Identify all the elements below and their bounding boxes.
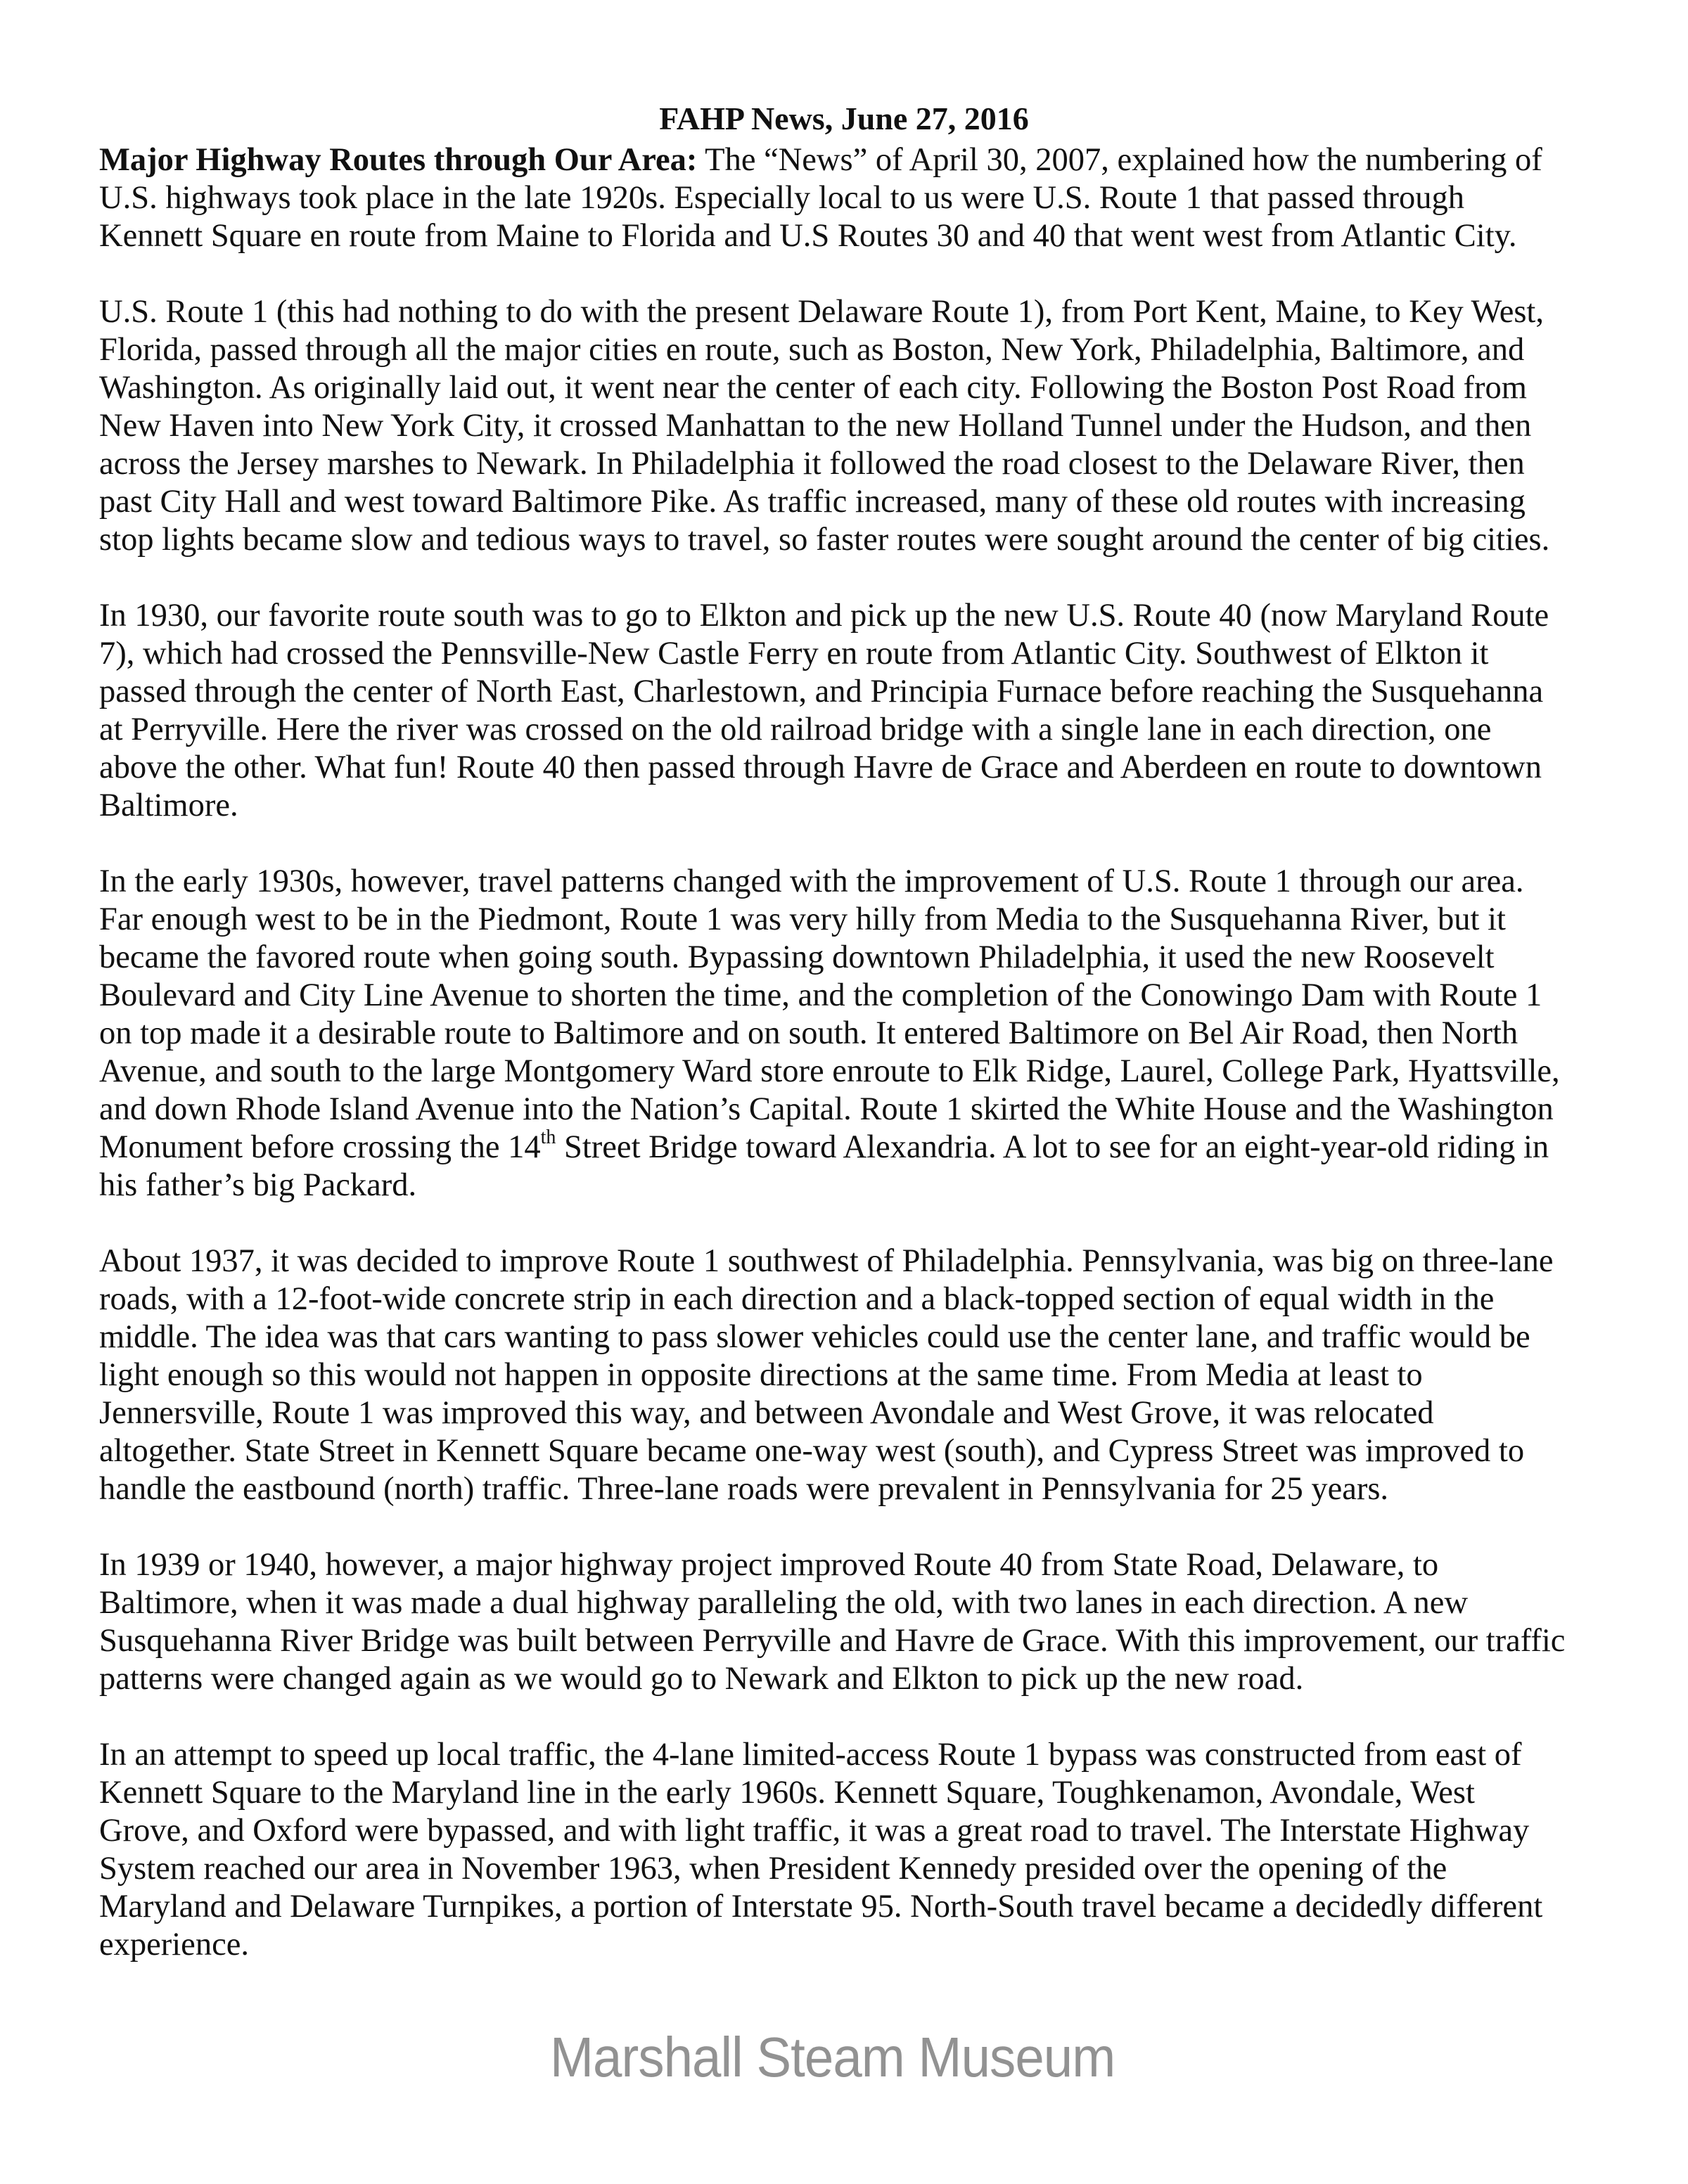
text-line: In 1930, our favorite route south was to go to Elkton and pick up the new U.S. Route 40 (now Maryland Route [99, 598, 1549, 634]
text-line [99, 1126, 1565, 1167]
text-line: passed through the center of North East, Charlestown, and Principia Furnace before reaching the Susquehanna [99, 674, 1544, 709]
text-line: his father’s big Packard. [99, 1167, 417, 1203]
text-line: Maryland and Delaware Turnpikes, a portion of Interstate 95. North-South travel became a decidedly different [99, 1889, 1543, 1925]
paragraph [99, 863, 1565, 1205]
text-line: Jennersville, Route 1 was improved this way, and between Avondale and West Grove, it was relocated [99, 1395, 1434, 1431]
superscript: th [540, 1126, 556, 1148]
text-line: 7), which had crossed the Pennsville-New Castle Ferry en route from Atlantic City. Southwest of Elkton it [99, 636, 1489, 672]
text-line: In 1939 or 1940, however, a major highway project improved Route 40 from State Road, Delaware, to [99, 1547, 1439, 1583]
text-line: Kennett Square en route from Maine to Florida and U.S Routes 30 and 40 that went west from Atlantic City. [99, 218, 1517, 254]
text-line: experience. [99, 1927, 249, 1963]
text-line: In an attempt to speed up local traffic, the 4-lane limited-access Route 1 bypass was constructed from east of [99, 1737, 1522, 1773]
text-line: U.S. Route 1 (this had nothing to do with the present Delaware Route 1), from Port Kent, Maine, to Key West, [99, 294, 1544, 330]
text-line: Baltimore. [99, 788, 238, 823]
paragraph [99, 1546, 1565, 1698]
text-line: past City Hall and west toward Baltimore Pike. As traffic increased, many of these old routes with increasing [99, 484, 1526, 520]
paragraph-gap [99, 1205, 1565, 1242]
paragraph-gap [99, 1508, 1565, 1546]
article-body [99, 141, 1565, 1964]
text-line: altogether. State Street in Kennett Square became one-way west (south), and Cypress Street was improved to [99, 1433, 1525, 1469]
paragraph [99, 141, 1565, 255]
text-line: light enough so this would not happen in opposite directions at the same time. From Media at least to [99, 1357, 1423, 1393]
text-line: became the favored route when going south. Bypassing downtown Philadelphia, it used the new Roosevelt [99, 939, 1495, 975]
paragraph-gap [99, 1698, 1565, 1736]
paragraph [99, 293, 1565, 559]
text-segment: The “News” of April 30, 2007, explained how the numbering of [697, 142, 1542, 178]
text-line: on top made it a desirable route to Baltimore and on south. It entered Baltimore on Bel Air Road, then North [99, 1015, 1518, 1051]
watermark: Marshall Steam Museum [550, 2026, 1115, 2088]
paragraph [99, 1736, 1565, 1964]
text-line: Avenue, and south to the large Montgomery Ward store enroute to Elk Ridge, Laurel, College Park, Hyattsville, [99, 1053, 1560, 1089]
text-line [99, 141, 1565, 179]
text-line: middle. The idea was that cars wanting to pass slower vehicles could use the center lane, and traffic would be [99, 1319, 1530, 1355]
paragraph [99, 597, 1565, 825]
section-heading: Major Highway Routes through Our Area: [99, 142, 698, 178]
paragraph-gap [99, 825, 1565, 863]
text-line: Susquehanna River Bridge was built between Perryville and Havre de Grace. With this improvement, our traffic [99, 1623, 1566, 1659]
text-line: and down Rhode Island Avenue into the Nation’s Capital. Route 1 skirted the White House and the Washington [99, 1091, 1554, 1127]
text-line: Grove, and Oxford were bypassed, and with light traffic, it was a great road to travel. The Interstate Highway [99, 1813, 1530, 1849]
text-line: In the early 1930s, however, travel patterns changed with the improvement of U.S. Route 1 through our area. [99, 863, 1524, 899]
text-line: About 1937, it was decided to improve Route 1 southwest of Philadelphia. Pennsylvania, was big on three-lane [99, 1243, 1554, 1279]
text-line: System reached our area in November 1963, when President Kennedy presided over the opening of the [99, 1851, 1447, 1887]
text-line: Boulevard and City Line Avenue to shorten the time, and the completion of the Conowingo Dam with Route 1 [99, 977, 1542, 1013]
document-title: FAHP News, June 27, 2016 [659, 101, 1029, 136]
text-line: Washington. As originally laid out, it went near the center of each city. Following the Boston Post Road from [99, 370, 1527, 406]
paragraph [99, 1242, 1565, 1508]
text-line: Florida, passed through all the major cities en route, such as Boston, New York, Philadelphia, Baltimore, and [99, 332, 1525, 368]
text-line: Kennett Square to the Maryland line in the early 1960s. Kennett Square, Toughkenamon, Avondale, West [99, 1775, 1475, 1811]
text-line: U.S. highways took place in the late 1920s. Especially local to us were U.S. Route 1 that passed through [99, 180, 1465, 216]
text-line: patterns were changed again as we would go to Newark and Elkton to pick up the new road. [99, 1661, 1304, 1697]
paragraph-gap [99, 559, 1565, 597]
text-line: Baltimore, when it was made a dual highway paralleling the old, with two lanes in each direction. A new [99, 1585, 1469, 1621]
text-line: New Haven into New York City, it crossed Manhattan to the new Holland Tunnel under the Hudson, and then [99, 408, 1532, 444]
paragraph-gap [99, 255, 1565, 293]
text-line: stop lights became slow and tedious ways to travel, so faster routes were sought around the center of big cities. [99, 522, 1550, 558]
text-line: at Perryville. Here the river was crossed on the old railroad bridge with a single lane in each direction, one [99, 712, 1492, 747]
text-segment: Monument before crossing the 14 [99, 1129, 541, 1165]
text-line: handle the eastbound (north) traffic. Three-lane roads were prevalent in Pennsylvania for 25 years. [99, 1471, 1389, 1507]
text-line: roads, with a 12-foot-wide concrete strip in each direction and a black-topped section of equal width in the [99, 1281, 1495, 1317]
text-line: across the Jersey marshes to Newark. In Philadelphia it followed the road closest to the Delaware River, then [99, 446, 1525, 482]
text-segment: Street Bridge toward Alexandria. A lot to see for an eight-year-old riding in [556, 1129, 1549, 1165]
text-line: Far enough west to be in the Piedmont, Route 1 was very hilly from Media to the Susquehanna River, but it [99, 901, 1506, 937]
text-line: above the other. What fun! Route 40 then passed through Havre de Grace and Aberdeen en route to downtown [99, 750, 1542, 785]
